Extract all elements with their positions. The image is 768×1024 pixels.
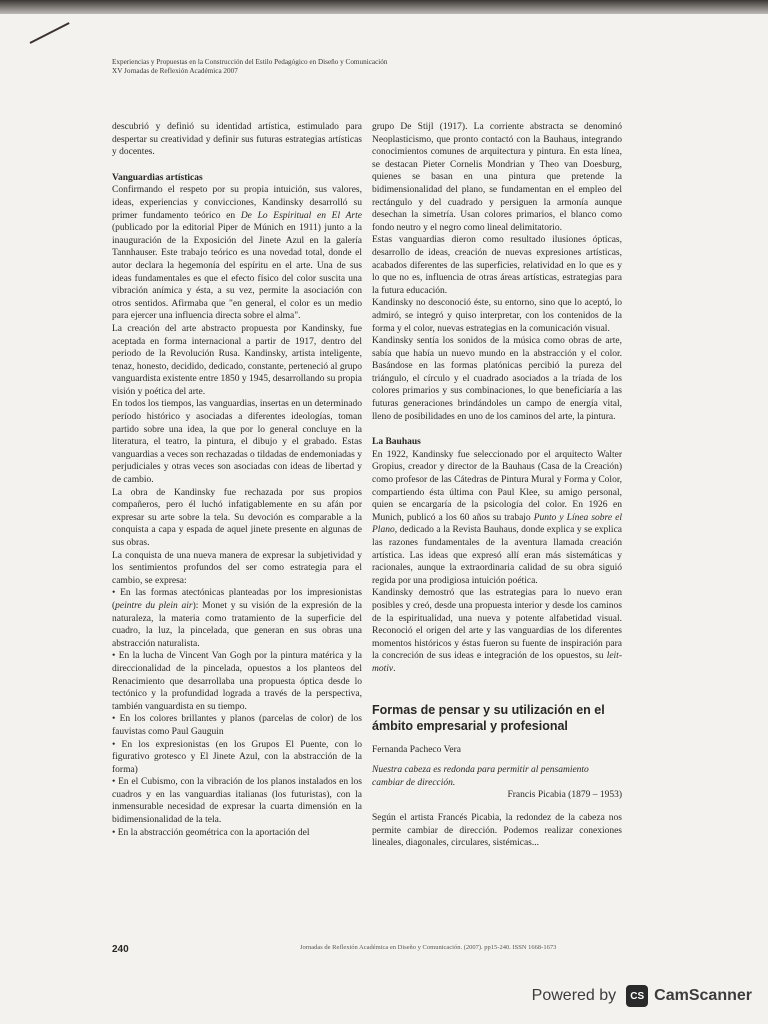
list-item: • En la lucha de Vincent Van Gogh por la pintura matérica y la direccionalidad de la pincelada, opuestos a los planteos del Renacimiento que desarrollaba una propuesta óptica desde lo tectónico y la profundidad lograda a través de la perspectiva, también vanguardista en su tiempo.: [112, 651, 362, 712]
list-item: • En los colores brillantes y planos (parcelas de color) de los fauvistas como Paul Gauguin: [112, 714, 362, 737]
paragraph: Confirmando el respeto por su propia intuición, sus valores, ideas, experiencias y convicciones, Kandinsky desarrolló su primer fundamento teórico en De Lo Espiritual en El Arte (publicado por la editorial Piper de Múnich en 1911) junto a la inauguración de la Exposición del Jinete Azul en la galería Tannhauser. Este trabajo teórico es una novedad total, donde el autor declara la hegemonía del espíritu en el arte. Una de sus ideas fundamentales es que el efecto físico del color suscita una vibración anímica y ésta, a su vez, permite la asociación con otros sentidos. Afirmaba que "en general, el color es un medio para ejercer una influencia directa sobre el alma".: [112, 185, 362, 322]
running-header: [112, 58, 672, 76]
list-item: • En el Cubismo, con la vibración de los planos instalados en los cuadros y en las vanguardias italianas (los futuristas), con la inmensurable necesidad de expresar la cuarta dimensión en la bidimensionalidad de la tela.: [112, 777, 362, 826]
header-line-2: XV Jornadas de Reflexión Académica 2007: [112, 67, 238, 75]
paragraph: La conquista de una nueva manera de expresar la subjetividad y los sentimientos profundos del ser como estrategia para el cambio, se expresa:: [112, 550, 362, 586]
paragraph: Kandinsky no desconoció éste, su entorno, sino que lo aceptó, lo admiró, se integró y quiso interpretar, con los contenidos de la forma y el color, nuevas estrategias en la comunicación visual.: [372, 298, 622, 334]
left-column: [112, 121, 362, 839]
list-item: • En los expresionistas (en los Grupos El Puente, con lo figurativo grotesco y El Jinete Azul, con la abstracción de la forma): [112, 739, 362, 775]
list-item: • En la abstracción geométrica con la aportación del: [112, 827, 310, 838]
header-line-1: Experiencias y Propuestas en la Construcción del Estilo Pedagógico en Diseño y Comunicación: [112, 58, 388, 66]
section-heading: Vanguardias artísticas: [112, 172, 203, 183]
epigraph-quote: Nuestra cabeza es redonda para permitir al pensamiento cambiar de dirección.: [372, 765, 589, 788]
powered-by-label: Powered by: [531, 987, 617, 1004]
paragraph: grupo De Stijl (1917). La corriente abstracta se denominó Neoplasticismo, que pronto contactó con la Bauhaus, integrando conocimientos comunes de arquitectura y pintura. En esta línea, se destacan Pieter Cornelis Mondrian y Theo van Doesburg, quienes se basan en una pintura que pretende la bidimensionalidad del plano, se fundamentan en el empleo del rectángulo y del cuadrado y persiguen la armonía aunque desechan la simetría. Usan colores primarios, el blanco como fondo neutro y el negro como lineal delimitatorio.: [372, 122, 622, 233]
paragraph: La creación del arte abstracto propuesta por Kandinsky, fue aceptada en forma internacional a partir de 1917, dentro del periodo de la Revolución Rusa. Kandinsky, artista inteligente, tenaz, honesto, decidido, dedicado, constante, perteneció al grupo vanguardista existente entre 1850 y 1945, desarrollando su propia visión y poética del arte.: [112, 323, 362, 397]
paragraph: descubrió y definió su identidad artística, estimulado para despertar su creatividad y definir sus futuras estrategias artísticas y docentes.: [112, 122, 362, 158]
camscanner-watermark: [532, 985, 752, 1007]
book-title: De Lo Espiritual en El Arte: [240, 210, 362, 221]
list-item: • En las formas atectónicas planteadas por los impresionistas (peintre du plein air): Monet y su visión de la expresión de la naturaleza, la materia como tratamiento de la superficie del cuadro, la luz, la pincelada, que generan en sus obras una abstracción naturalista.: [112, 588, 363, 649]
paragraph: Kandinsky sentía los sonidos de la música como obras de arte, sabía que había un nuevo mundo en la abstracción y el color. Basándose en las formas platónicas percibió la pureza del triángulo, el círculo y el cuadrado asociados a la tríada de los colores primarios y sus combinaciones, lo que beneficiaría a las futuras generaciones brindándoles un campo de energía vital, lleno de posibilidades en uno de los caminos del arte, la pintura.: [372, 336, 622, 422]
book-title: Punto y Línea sobre el Plano: [372, 512, 622, 536]
paragraph: La obra de Kandinsky fue rechazada por sus propios compañeros, pero él luchó infatigablemente en su afán por expresar su arte sobre la tela. Su devoción es comparable a la conquista a capa y espada de aquel jinete presente en algunas de sus obras.: [112, 487, 362, 548]
paragraph: Según el artista Francés Picabia, la redondez de la cabeza nos permite cambiar de dirección. Podemos realizar conexiones lineales, diagonales, circulares, sistémicas...: [372, 812, 622, 849]
pen-mark: [30, 22, 70, 44]
right-column: [372, 121, 622, 850]
article-title: Formas de pensar y su utilización en el ámbito empresarial y profesional: [372, 702, 605, 733]
camscanner-logo-icon: CS: [626, 985, 648, 1007]
page-number: 240: [112, 944, 129, 955]
scan-top-shadow: [0, 0, 768, 14]
epigraph-author: Francis Picabia (1879 – 1953): [507, 790, 622, 801]
paragraph: En 1922, Kandinsky fue seleccionado por el arquitecto Walter Gropius, creador y director de la Bauhaus (Casa de la Creación) como profesor de las Cátedras de Pintura Mural y Forma y Color, compartiendo ésta última con Paul Klee, su amigo personal, quien se encargaría de la psicología del color. En 1926 en Munich, publicó a los 60 años su trabajo Punto y Línea sobre el Plano, dedicado a la Revista Bauhaus, donde explica y se explica las razones fundamentales de la aventura llamada creación artística. Las ideas que expresó allí eran más sistemáticas y racionales, aunque la extraordinaria calidad de su obra siguió regida por una prodigiosa intuición poética.: [372, 449, 622, 586]
footer-citation: Jornadas de Reflexión Académica en Diseño y Comunicación. (2007). pp15-240. ISSN 1668-1673: [300, 944, 557, 951]
paragraph: Kandinsky demostró que las estrategias para lo nuevo eran posibles y creó, desde una propuesta interior y desde los caminos de la espiritualidad, una nueva y potente alfabetidad visual. Reconoció el origen del arte y las vanguardias de los diferentes momentos históricos y éstas fueron su fuente de inspiración para la concreción de sus ideas e integración de los opuestos, su leit-motiv.: [372, 588, 622, 674]
paragraph: Estas vanguardias dieron como resultado ilusiones ópticas, desarrollo de ideas, creación de nuevas expresiones artísticas, acabados diferentes de las superficies, relatividad en lo que es y lo que no es, influencia de otras áreas artísticas, estrategias para la futura educación.: [372, 235, 622, 296]
paragraph: En todos los tiempos, las vanguardias, insertas en un determinado período histórico y asociadas a diferentes ideologías, toman partido sobre una idea, la que por lo general concluye en la literatura, el teatro, la pintura, el dibujo y el grabado. Estas vanguardias a veces son rechazadas o tildadas de endemoniadas y perjudiciales y otras veces son asociadas con ideas de libertad y de cambio.: [112, 399, 362, 486]
camscanner-brand: CamScanner: [654, 987, 752, 1004]
section-heading: La Bauhaus: [372, 437, 421, 448]
bullet-list: [112, 587, 362, 839]
author-name: Fernanda Pacheco Vera: [372, 744, 461, 755]
